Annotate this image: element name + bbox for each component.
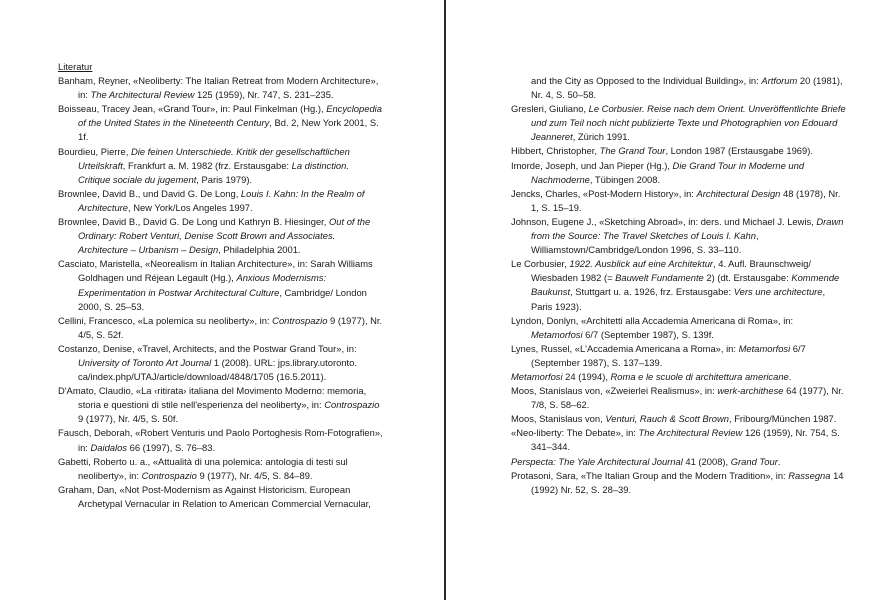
entry-title: University of Toronto Art Journal	[78, 356, 212, 368]
entry-title: Encyclopedia of the United States in the Nineteenth Century	[78, 103, 382, 129]
bibliography-entry: Perspecta: The Yale Architectural Journal 41 (2008), Grand Tour.	[511, 455, 781, 467]
entry-title: Louis I. Kahn: In the Realm of Architecture	[78, 187, 365, 213]
entry-title: Controspazio	[272, 314, 328, 326]
right-entry-list	[511, 74, 846, 497]
bibliography-entry: Le Corbusier, 1922. Ausblick auf eine Architektur, 4. Aufl. Braunschweig/ Wiesbaden 1982 (= Bauwelt Fundamente 2) (dt. Erstausgabe: Kommende Baukunst, Stuttgart u. a. 1926, frz. Erstausgabe: Vers une architecture, Paris 1923).	[511, 258, 840, 312]
entry-title: Perspecta: The Yale Architectural Journal	[511, 455, 683, 467]
entry-title: Le Corbusier. Reise nach dem Orient. Unveröffentlichte Briefe und zum Teil noch nicht publizierte Texte und Photographien von Edouard Jeanneret	[531, 103, 846, 143]
left-entry-list	[58, 74, 383, 511]
entry-title: Metamorfosi	[738, 342, 791, 354]
bibliography-entry: «Neo-liberty: The Debate», in: The Architectural Review 126 (1959), Nr. 754, S. 341–344.	[511, 427, 840, 453]
bibliography-entry: D'Amato, Claudio, «La ‹ritirata› italiana del Movimento Moderno: memoria, storia e questioni di stile nell'esperienza del neoliberty», in: Controspazio 9 (1977), Nr. 4/5, S. 50f.	[58, 385, 380, 425]
entry-title: Anxious Modernisms: Experimentation in Postwar Architectural Culture	[78, 272, 327, 298]
entry-title: Kommende Baukunst	[531, 272, 840, 298]
bibliography-entry: Banham, Reyner, «Neoliberty: The Italian Retreat from Modern Architecture», in: The Architectural Review 125 (1959), Nr. 747, S. 231–235.	[58, 75, 379, 101]
bibliography-entry: Fausch, Deborah, «Robert Venturis und Paolo Portoghesis Rom-Fotografien», in: Daidalos 66 (1997), S. 76–83.	[58, 427, 383, 453]
entry-title: Bauwelt Fundamente	[615, 272, 704, 284]
bibliography-entry: Moos, Stanislaus von, «Zweierlei Realismus», in: werk-archithese 64 (1977), Nr. 7/8, S. 58–62.	[511, 385, 844, 411]
bibliography-entry: Boisseau, Tracey Jean, «Grand Tour», in: Paul Finkelman (Hg.), Encyclopedia of the United States in the Nineteenth Century, Bd. 2, New York 2001, S. 1f.	[58, 103, 382, 143]
entry-title: Out of the Ordinary: Robert Venturi, Denise Scott Brown and Associates. Architecture – Urbanism – Design	[78, 216, 371, 256]
bibliography-entry: Brownlee, David B., und David G. De Long, Louis I. Kahn: In the Realm of Architecture, New York/Los Angeles 1997.	[58, 187, 365, 213]
right-page	[446, 0, 891, 600]
entry-title: Venturi, Rauch & Scott Brown	[605, 413, 729, 425]
entry-title: Die feinen Unterschiede. Kritik der gesellschaftlichen Urteilskraft	[78, 145, 350, 171]
left-page	[0, 0, 445, 600]
entry-title: The Architectural Review	[638, 427, 743, 439]
entry-title: Grand Tour	[730, 455, 778, 467]
bibliography-entry: Bourdieu, Pierre, Die feinen Unterschiede. Kritik der gesellschaftlichen Urteilskraft, Frankfurt a. M. 1982 (frz. Erstausgabe: La distinction. Critique sociale du jugement, Paris 1979).	[58, 145, 350, 185]
bibliography-entry: Metamorfosi 24 (1994), Roma e le scuole di architettura americane.	[511, 370, 792, 382]
entry-title: Artforum	[761, 75, 798, 86]
bibliography-entry: and the City as Opposed to the Individual Building», in: Artforum 20 (1981), Nr. 4, S. 50–58.	[531, 75, 843, 101]
bibliography-entry: Jencks, Charles, «Post-Modern History», in: Architectural Design 48 (1978), Nr. 1, S. 15–19.	[511, 187, 841, 213]
bibliography-heading: Literatur	[58, 61, 93, 72]
bibliography-entry: Moos, Stanislaus von, Venturi, Rauch & Scott Brown, Fribourg/München 1987.	[511, 413, 837, 425]
entry-title: The Grand Tour	[599, 145, 666, 157]
bibliography-entry: Imorde, Joseph, und Jan Pieper (Hg.), Die Grand Tour in Moderne und Nachmoderne, Tübingen 2008.	[511, 159, 805, 185]
entry-title: Metamorfosi	[511, 370, 563, 382]
entry-title: werk-archithese	[717, 385, 784, 397]
bibliography-entry: Graham, Dan, «Not Post-Modernism as Against Historicism. European Archetypal Vernacular in Relation to American Commercial Vernacular,	[58, 483, 371, 509]
bibliography-entry: Lynes, Russel, «L'Accademia Americana a Roma», in: Metamorfosi 6/7 (September 1987), S. 137–139.	[511, 342, 806, 368]
bibliography-entry: Casciato, Maristella, «Neorealism in Italian Architecture», in: Sarah Williams Goldhagen und Réjean Legault (Hg.), Anxious Modernisms: Experimentation in Postwar Architectural Culture, Cambridge/ London 2000, S. 25–53.	[58, 258, 373, 312]
entry-title: La distinction. Critique sociale du jugement	[78, 159, 349, 185]
entry-title: Die Grand Tour in Moderne und Nachmoderne	[531, 159, 805, 185]
entry-title: Controspazio	[324, 399, 380, 411]
entry-title: Drawn from the Source: The Travel Sketches of Louis I. Kahn	[531, 215, 844, 242]
entry-title: Controspazio	[141, 469, 197, 481]
bibliography-entry: Costanzo, Denise, «Travel, Architects, and the Postwar Grand Tour», in: University of Toronto Art Journal 1 (2008). URL: jps.library.utoronto. ca/index.php/UTAJ/article/download/4848/1705 (16.5.2011).	[58, 342, 357, 383]
entry-title: Rassegna	[788, 469, 831, 481]
entry-title: Metamorfosi	[531, 328, 583, 340]
entry-title: Daidalos	[90, 441, 127, 453]
bibliography-entry: Johnson, Eugene J., «Sketching Abroad», in: ders. und Michael J. Lewis, Drawn from the Source: The Travel Sketches of Louis I. Kahn, Williamstown/Cambridge/London 1996, S. 33–110.	[511, 215, 844, 256]
bibliography-entry: Protasoni, Sara, «The Italian Group and the Modern Tradition», in: Rassegna 14 (1992) Nr. 52, S. 28–39.	[511, 469, 844, 495]
entry-title: Roma e le scuole di architettura americane	[610, 370, 789, 382]
left-column	[58, 60, 383, 511]
bibliography-entry: Lyndon, Donlyn, «Architetti alla Accademia Americana di Roma», in: Metamorfosi 6/7 (September 1987), S. 139f.	[511, 314, 794, 340]
entry-title: Architectural Design	[696, 187, 781, 199]
entry-title: 1922. Ausblick auf eine Architektur	[569, 258, 714, 270]
bibliography-entry: Hibbert, Christopher, The Grand Tour, London 1987 (Erstausgabe 1969).	[511, 145, 813, 157]
bibliography-entry: Brownlee, David B., David G. De Long und Kathryn B. Hiesinger, Out of the Ordinary: Robert Venturi, Denise Scott Brown and Associates. Architecture – Urbanism – Design, Philadelphia 2001.	[58, 216, 371, 256]
bibliography-entry: Cellini, Francesco, «La polemica su neoliberty», in: Controspazio 9 (1977), Nr. 4/5, S. 52f.	[58, 314, 383, 340]
entry-title: Vers une architecture	[733, 286, 823, 298]
entry-title: The Architectural Review	[90, 89, 195, 101]
right-column	[511, 74, 846, 497]
bibliography-entry: Gabetti, Roberto u. a., «Attualità di una polemica: antologia di testi sul neoliberty», in: Controspazio 9 (1977), Nr. 4/5, S. 84–89.	[58, 455, 348, 481]
bibliography-entry: Gresleri, Giuliano, Le Corbusier. Reise nach dem Orient. Unveröffentlichte Briefe und zum Teil noch nicht publizierte Texte und Photographien von Edouard Jeanneret, Zürich 1991.	[511, 103, 846, 143]
